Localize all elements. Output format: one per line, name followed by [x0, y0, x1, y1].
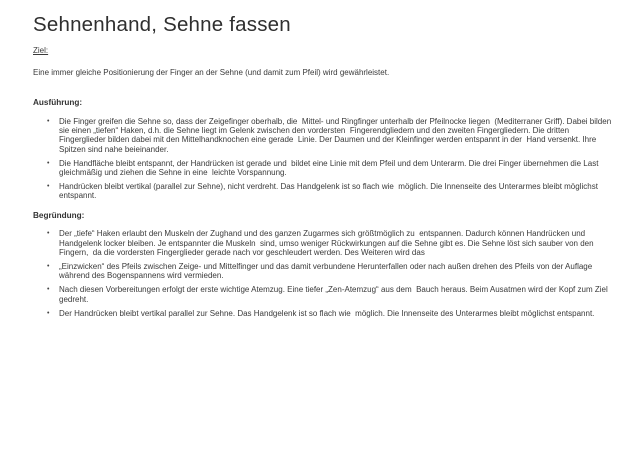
ziel-heading: Ziel: — [33, 45, 49, 55]
bullet-icon: • — [47, 309, 50, 317]
bullet-icon: • — [47, 159, 50, 167]
bullet-icon: • — [47, 183, 50, 190]
bullet-text: Nach diesen Vorbereitungen erfolgt der erste wichtige Atemzug. Eine tiefer „Zen-Atemzug“ aus dem Bauch heraus. Beim Ausatmen wird der Kopf zum Ziel gedreht. — [59, 285, 610, 304]
list-item — [47, 262, 616, 281]
bullet-text: Die Finger greifen die Sehne so, dass der Zeigefinger oberhalb, die Mittel- und Ringfinger unterhalb der Pfeilnocke liegen (Mediterraner Griff). Dabei bilden sie einen „tiefen“ Haken, d.h. die Sehne liegt im Gelenk zwischen den vordersten Fingerendgliedern und den zweiten Fingergliedern. Die dritten Fingerglieder bilden dabei mit den Mittelhandknochen eine gerade Linie. Der Daumen und der Kleinfinger werden entspannt in der Hand versenkt. Ihre Spitzen sind nahe beieinander. — [59, 116, 614, 154]
bullet-icon: • — [47, 230, 50, 238]
list-item — [47, 309, 616, 318]
begruendung-heading: Begründung: — [33, 210, 85, 220]
list-item — [47, 159, 616, 178]
ziel-text: Eine immer gleiche Positionierung der Finger an der Sehne (und damit zum Pfeil) wird gewährleistet. — [33, 67, 390, 77]
bullet-icon: • — [47, 117, 50, 125]
list-item — [47, 117, 616, 155]
bullet-text: Der „tiefe“ Haken erlaubt den Muskeln der Zughand und des ganzen Zugarmes sich größtmöglich zu entspannen. Dadurch können Handrücken und Handgelenk locker bleiben. Je entspannter die Muskeln sind, umso weniger Rückwirkungen auf die Sehne gibt es. Die Sehne löst sich sauber von den Fingern, da die vordersten Fingerglieder gerade nach vor geschleudert werden. Des Weiteren wird das — [59, 229, 596, 258]
list-item — [47, 229, 616, 257]
bullet-text: Der Handrücken bleibt vertikal parallel zur Sehne. Das Handgelenk ist so flach wie möglich. Die Innenseite des Unterarmes bleibt möglichst entspannt. — [59, 308, 595, 318]
ausfuehrung-heading: Ausführung: — [33, 98, 83, 108]
bullet-text: „Einzwicken“ des Pfeils zwischen Zeige- und Mittelfinger und das damit verbundene Herunterfallen oder nach außen drehen des Pfeils von der Auflage während des Bogenspannens wird vermieden. — [59, 261, 595, 281]
list-item — [47, 182, 616, 201]
bullet-icon: • — [47, 262, 50, 270]
page-title: Sehnenhand, Sehne fassen — [33, 13, 291, 36]
bullet-icon: • — [47, 286, 50, 294]
bullet-text: Handrücken bleibt vertikal (parallel zur Sehne), nicht verdreht. Das Handgelenk ist so flach wie möglich. Die Innenseite des Unterarmes bleibt möglichst entspannt. — [59, 182, 601, 201]
bullet-text: Die Handfläche bleibt entspannt, der Handrücken ist gerade und bildet eine Linie mit dem Pfeil und dem Unterarm. Die drei Finger übernehmen die Last gleichmäßig und ziehen die Sehne in eine leichte Vorspannung. — [59, 158, 601, 178]
begruendung-bullet-list — [33, 229, 616, 318]
ausfuehrung-bullet-list — [33, 117, 616, 201]
list-item — [47, 285, 616, 304]
